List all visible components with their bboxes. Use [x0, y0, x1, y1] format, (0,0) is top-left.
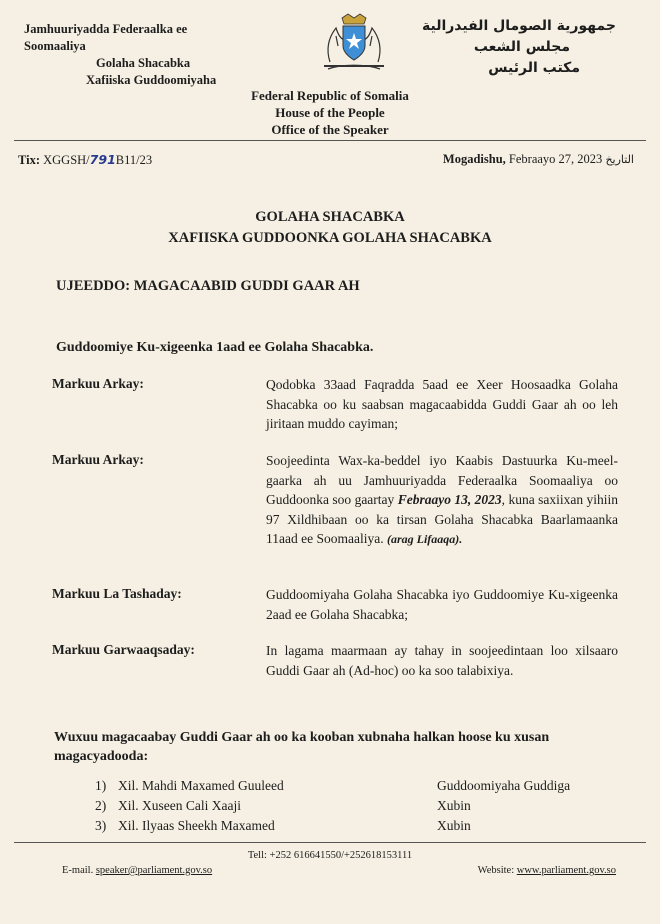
reference-prefix: XGGSH/ [43, 153, 90, 167]
letterhead-somali-line: Jamhuuriyadda Federaalka ee [24, 22, 188, 36]
footer-website [478, 865, 616, 876]
clause-label: Markuu Garwaaqsaday: [52, 642, 195, 657]
date-place: Mogadishu, [442, 152, 506, 166]
letterhead-somali-line: Xafiiska Guddoomiyaha [86, 73, 217, 87]
clause-text: Qodobka 33aad Faqradda 5aad ee Xeer Hoosaadka Golaha Shacabka oo ku saabsan magacaabidda Guddi Gaar ah oo leh jiritaan muddo cayiman; [266, 377, 618, 431]
reference-label: Tix: [18, 153, 40, 167]
clause-text [266, 451, 618, 550]
subject-line: UJEEDDO: MAGACAABID GUDDI GAAR AH [56, 278, 360, 294]
letterhead-arabic-line: مجلس الشعب [473, 39, 570, 55]
reference-number [18, 152, 152, 168]
header-divider [14, 140, 646, 141]
letter-date [443, 152, 634, 167]
footer-email-label: E-mail. [62, 865, 94, 876]
clause-text: In lagama maarmaan ay tahay in soojeedintaan loo xilsaaro Guddi Gaar ah (Ad-hoc) oo ka soo talabixiya. [266, 643, 618, 678]
letterhead-arabic [422, 16, 616, 79]
letterhead-english-line: Federal Republic of Somalia [251, 88, 409, 103]
clause-text: Guddoomiyaha Golaha Shacabka iyo Guddoomiye Ku-xigeenka 2aad ee Golaha Shacabka; [266, 587, 618, 622]
clause-annex-note: (arag Lifaaqa). [386, 532, 463, 546]
letterhead-english [0, 87, 660, 138]
letterhead-somali [24, 21, 216, 89]
footer-email [62, 865, 212, 876]
member-name: Xil. Xuseen Cali Xaaji [118, 798, 241, 813]
member-role: Xubin [437, 818, 471, 833]
member-name: Xil. Mahdi Maxamed Guuleed [118, 778, 284, 793]
reference-handwritten: 791 [89, 152, 116, 167]
letterhead-arabic-line: مكتب الرئيس [488, 60, 580, 76]
letterhead-arabic-line: جمهورية الصومال الفيدرالية [421, 18, 616, 34]
member-number: 2) [95, 798, 107, 813]
member-number: 1) [95, 778, 107, 793]
footer-divider [14, 842, 646, 843]
member-role: Xubin [437, 798, 471, 813]
clause-label: Markuu Arkay: [52, 452, 144, 467]
member-number: 3) [95, 818, 107, 833]
clause-label: Markuu Arkay: [52, 376, 144, 391]
letterhead-somali-line: Soomaaliya [24, 39, 86, 53]
addressee: Guddoomiye Ku-xigeenka 1aad ee Golaha Shacabka. [56, 340, 374, 355]
date-value: Febraayo 27, 2023 [508, 152, 603, 166]
letterhead-english-line: Office of the Speaker [271, 122, 389, 137]
member-name: Xil. Ilyaas Sheekh Maxamed [118, 818, 275, 833]
footer-email-link[interactable]: speaker@parliament.gov.so [95, 865, 213, 876]
clause-text-part: Soojeedinta Wax-ka-beddel iyo Kaabis Dastuurka Ku-meel-gaarka ah uu Jamhuuriyadda Federaalka Soomaaliya oo Guddoonka soo gaartay [266, 453, 618, 507]
title-line-2: XAFIISKA GUDDOONKA GOLAHA SHACABKA [168, 230, 492, 246]
appointment-statement: Wuxuu magacaabay Guddi Gaar ah oo ka kooban xubnaha halkan hoose ku xusan magacyadooda: [54, 730, 550, 764]
footer-website-link[interactable]: www.parliament.gov.so [516, 865, 616, 876]
document-title [0, 207, 660, 249]
letterhead-somali-line: Golaha Shacabka [96, 56, 191, 70]
clause-date-emphasis: Febraayo 13, 2023 [397, 492, 502, 507]
footer-website-label: Website: [477, 865, 515, 876]
clause-text-part: , kuna saxiixan yihiin 97 Xildhibaan oo ka tirsan Golaha Shacabka Baarlamaanka 11aad ee Soomaaliya. [266, 492, 619, 546]
letterhead-english-line: House of the People [275, 105, 385, 120]
reference-suffix: B11/23 [115, 153, 153, 167]
clause-label: Markuu La Tashaday: [52, 586, 182, 601]
somalia-coat-of-arms-icon [318, 12, 390, 72]
date-arabic-label: التاريخ [605, 153, 634, 166]
title-line-1: GOLAHA SHACABKA [255, 209, 405, 225]
footer-telephone: Tell: +252 616641550/+252618153111 [247, 850, 413, 861]
member-role: Guddoomiyaha Guddiga [437, 778, 571, 793]
